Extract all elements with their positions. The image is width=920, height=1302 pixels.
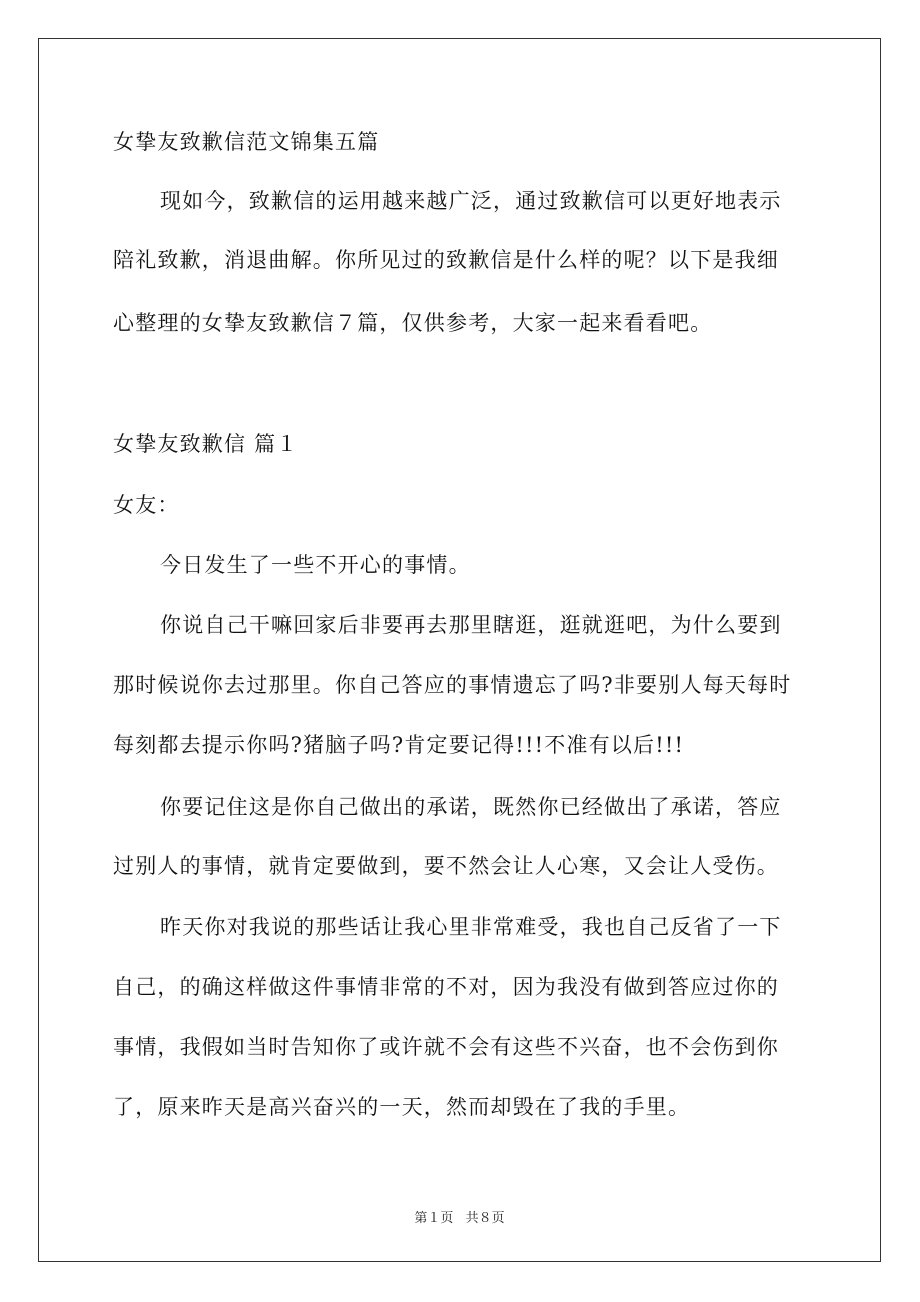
document-page <box>38 38 881 1262</box>
document-title: 女挚友致歉信范文锦集五篇 <box>113 130 380 154</box>
paragraph-line: 自己，的确这样做这件事情非常的不对，因为我没有做到答应过你的 <box>113 975 779 999</box>
section-heading: 女挚友致歉信 篇１ <box>113 432 299 456</box>
paragraph-line: 了，原来昨天是高兴奋兴的一天，然而却毁在了我的手里。 <box>113 1095 691 1119</box>
page-number: 第１页 <box>414 1211 454 1226</box>
paragraph-line: 过别人的事情，就肯定要做到，要不然会让人心寒，又会让人受伤。 <box>113 854 779 878</box>
paragraph-line: 昨天你对我说的那些话让我心里非常难受，我也自己反省了一下 <box>160 915 782 939</box>
paragraph-line: 你要记住这是你自己做出的承诺，既然你已经做出了承诺，答应 <box>160 795 782 819</box>
salutation: 女友： <box>113 493 180 517</box>
intro-line-1: 现如今，致歉信的运用越来越广泛，通过致歉信可以更好地表示 <box>160 189 782 213</box>
page-footer <box>39 1207 880 1226</box>
paragraph-line: 那时候说你去过那里。你自己答应的事情遗忘了吗?非要别人每天每时 <box>113 673 792 697</box>
intro-line-2: 陪礼致歉，消退曲解。你所见过的致歉信是什么样的呢？以下是我细 <box>113 248 779 272</box>
paragraph-line: 今日发生了一些不开心的事情。 <box>160 553 471 577</box>
paragraph-line: 你说自己干嘛回家后非要再去那里瞎逛，逛就逛吧，为什么要到 <box>160 613 782 637</box>
paragraph-line: 每刻都去提示你吗?猪脑子吗?肯定要记得!!!不准有以后!!! <box>113 733 685 757</box>
intro-line-3: 心整理的女挚友致歉信７篇，仅供参考，大家一起来看看吧。 <box>113 311 713 335</box>
paragraph-line: 事情，我假如当时告知你了或许就不会有这些不兴奋，也不会伤到你 <box>113 1035 779 1059</box>
page-total: 共８页 <box>465 1211 505 1226</box>
